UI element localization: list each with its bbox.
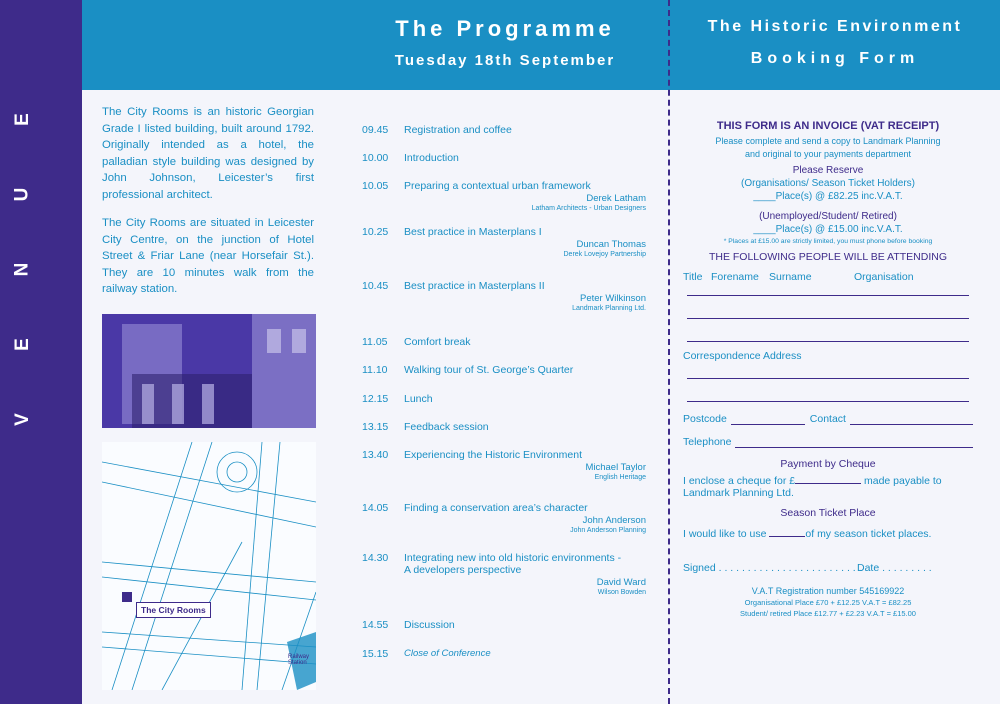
schedule-org: Wilson Bowden xyxy=(597,589,646,596)
column-forename: Forename xyxy=(711,271,759,283)
telephone-row xyxy=(683,435,973,448)
schedule-title: Best practice in Masterplans II xyxy=(404,280,545,292)
attendee-columns xyxy=(683,271,973,285)
schedule-row xyxy=(362,421,646,449)
venue-paragraph: The City Rooms are situated in Leicester City Centre, on the junction of Hotel Street & Friar Lane (near Horsefair St.). They are 10 minutes walk from the railway station. xyxy=(102,217,314,295)
contact-label: Contact xyxy=(809,413,846,425)
schedule-speaker: Duncan Thomas xyxy=(576,239,646,250)
postcode-field[interactable] xyxy=(731,412,805,425)
attendee-line[interactable] xyxy=(687,319,969,342)
payment-heading: Payment by Cheque xyxy=(780,458,876,470)
schedule-row xyxy=(362,152,646,180)
schedule-time: 10.45 xyxy=(362,280,389,292)
schedule-title: Best practice in Masterplans I xyxy=(404,226,542,238)
header-band xyxy=(82,0,1000,90)
column-title: Title xyxy=(683,271,703,283)
season-heading: Season Ticket Place xyxy=(780,507,876,519)
schedule-time: 13.40 xyxy=(362,449,389,461)
schedule-row xyxy=(362,336,646,364)
reserve-price-org[interactable]: ____Place(s) @ £82.25 inc.V.A.T. xyxy=(753,191,903,202)
schedule-title: Close of Conference xyxy=(404,648,491,659)
schedule-org: Derek Lovejoy Partnership xyxy=(563,251,646,258)
schedule-speaker: Peter Wilkinson xyxy=(580,293,646,304)
schedule-title-line2: A developers perspective xyxy=(404,564,522,576)
cheque-payee: Landmark Planning Ltd. xyxy=(683,487,794,499)
schedule-time: 14.05 xyxy=(362,502,389,514)
cut-line xyxy=(668,0,670,704)
telephone-field[interactable] xyxy=(735,435,973,448)
schedule-time: 15.15 xyxy=(362,648,389,660)
cheque-text xyxy=(683,475,973,487)
invoice-note: Please complete and send a copy to Landmark Planning and original to your payments department xyxy=(715,136,941,159)
schedule-time: 14.30 xyxy=(362,552,389,564)
places-note: * Places at £15.00 are strictly limited, you must phone before booking xyxy=(723,238,933,245)
schedule-time: 10.05 xyxy=(362,180,389,192)
season-places-field[interactable] xyxy=(769,536,805,537)
schedule-time: 11.05 xyxy=(362,336,388,348)
schedule-row xyxy=(362,648,646,670)
map-venue-label: The City Rooms xyxy=(136,602,211,618)
schedule-time: 10.25 xyxy=(362,226,389,238)
attending-heading: THE FOLLOWING PEOPLE WILL BE ATTENDING xyxy=(708,251,948,263)
reserve-group-concession: (Unemployed/Student/ Retired) xyxy=(759,211,897,222)
schedule-title: Comfort break xyxy=(404,336,471,348)
schedule-speaker: John Anderson xyxy=(582,515,646,526)
contact-field[interactable] xyxy=(850,412,973,425)
schedule-title: Introduction xyxy=(404,152,459,164)
schedule-title: Registration and coffee xyxy=(404,124,512,136)
schedule-row xyxy=(362,393,646,421)
reserve-price-concession[interactable]: ____Place(s) @ £15.00 inc.V.A.T. xyxy=(753,224,903,235)
cheque-amount-field[interactable] xyxy=(795,483,861,484)
schedule-row xyxy=(362,124,646,152)
season-text-part: of my season ticket places. xyxy=(805,528,932,540)
venue-letter: U xyxy=(11,187,33,202)
schedule-row xyxy=(362,280,646,336)
postcode-contact-row xyxy=(683,412,973,425)
form-title: The Historic Environment xyxy=(707,18,963,35)
venue-letter: V xyxy=(11,413,33,426)
schedule-title: Feedback session xyxy=(404,421,489,433)
schedule-org: John Anderson Planning xyxy=(570,527,646,534)
programme-date: Tuesday 18th September xyxy=(394,52,616,69)
schedule-org: Landmark Planning Ltd. xyxy=(572,305,646,312)
vat-registration: V.A.T Registration number 545169922 xyxy=(751,586,905,596)
schedule-org: Latham Architects - Urban Designers xyxy=(531,205,646,212)
vat-student: Student/ retired Place £12.77 + £2.23 V.A.T = £15.00 xyxy=(740,609,916,618)
vat-organisational: Organisational Place £70 + £12.25 V.A.T = £82.25 xyxy=(744,598,912,607)
invoice-heading: THIS FORM IS AN INVOICE (VAT RECEIPT) xyxy=(716,120,940,132)
schedule-row xyxy=(362,180,646,226)
location-map xyxy=(102,442,316,690)
schedule-title: Preparing a contextual urban framework xyxy=(404,180,591,192)
schedule-title: Walking tour of St. George’s Quarter xyxy=(404,364,574,376)
schedule-row xyxy=(362,226,646,280)
attendee-line[interactable] xyxy=(687,285,969,296)
telephone-label: Telephone xyxy=(683,436,732,448)
schedule-title: Discussion xyxy=(404,619,455,631)
column-surname: Surname xyxy=(769,271,812,283)
schedule-row xyxy=(362,502,646,552)
season-text xyxy=(683,528,973,540)
venue-sidebar xyxy=(0,0,82,704)
column-organisation: Organisation xyxy=(854,271,914,283)
booking-form xyxy=(683,120,973,618)
schedule-time: 12.15 xyxy=(362,393,389,405)
reserve-group-org: (Organisations/ Season Ticket Holders) xyxy=(741,178,915,189)
schedule-row xyxy=(362,364,646,393)
schedule-time: 09.45 xyxy=(362,124,389,136)
address-line[interactable] xyxy=(687,362,969,379)
postcode-label: Postcode xyxy=(683,413,727,425)
schedule-time: 13.15 xyxy=(362,421,389,433)
schedule-title: Experiencing the Historic Environment xyxy=(404,449,582,461)
schedule-title: Integrating new into old historic environments - xyxy=(404,552,622,564)
reserve-heading: Please Reserve xyxy=(792,165,864,176)
signature-row xyxy=(683,562,973,576)
schedule-speaker: Michael Taylor xyxy=(585,462,646,473)
cheque-text-part: I enclose a cheque for £ xyxy=(683,475,796,487)
schedule-speaker: Derek Latham xyxy=(586,193,646,204)
venue-letter: E xyxy=(11,338,33,351)
map-station-label: Railway Station xyxy=(288,654,310,666)
venue-photo xyxy=(102,314,316,428)
schedule-time: 11.10 xyxy=(362,364,388,376)
date-field[interactable]: Date . . . . . . . . . xyxy=(857,562,932,574)
address-line[interactable] xyxy=(687,379,969,402)
programme-title: The Programme xyxy=(395,16,615,41)
season-text-part: I would like to use xyxy=(683,528,767,540)
schedule-title: Lunch xyxy=(404,393,433,405)
attendee-line[interactable] xyxy=(687,296,969,319)
venue-letters xyxy=(0,82,82,457)
schedule-row xyxy=(362,449,646,502)
schedule-title: Finding a conservation area’s character xyxy=(404,502,588,514)
cheque-text-part: made payable to xyxy=(864,475,942,487)
signed-field[interactable]: Signed . . . . . . . . . . . . . . . . . . . . . . . . . . xyxy=(683,562,868,574)
address-label: Correspondence Address xyxy=(683,350,802,362)
venue-description xyxy=(102,104,314,310)
venue-paragraph: The City Rooms is an historic Georgian Grade I listed building, built around 1792. Originally intended as a hotel, the palladian style building was designed by John Johnson, Leicester’s first professional architect. xyxy=(102,106,314,201)
schedule-row xyxy=(362,552,646,619)
schedule-row xyxy=(362,619,646,648)
schedule-org: English Heritage xyxy=(594,474,646,481)
programme-schedule xyxy=(362,124,646,670)
venue-letter: N xyxy=(11,262,33,277)
schedule-time: 14.55 xyxy=(362,619,389,631)
schedule-time: 10.00 xyxy=(362,152,389,164)
form-subtitle: Booking Form xyxy=(750,50,920,67)
schedule-speaker: David Ward xyxy=(596,577,646,588)
venue-letter: E xyxy=(11,113,33,126)
